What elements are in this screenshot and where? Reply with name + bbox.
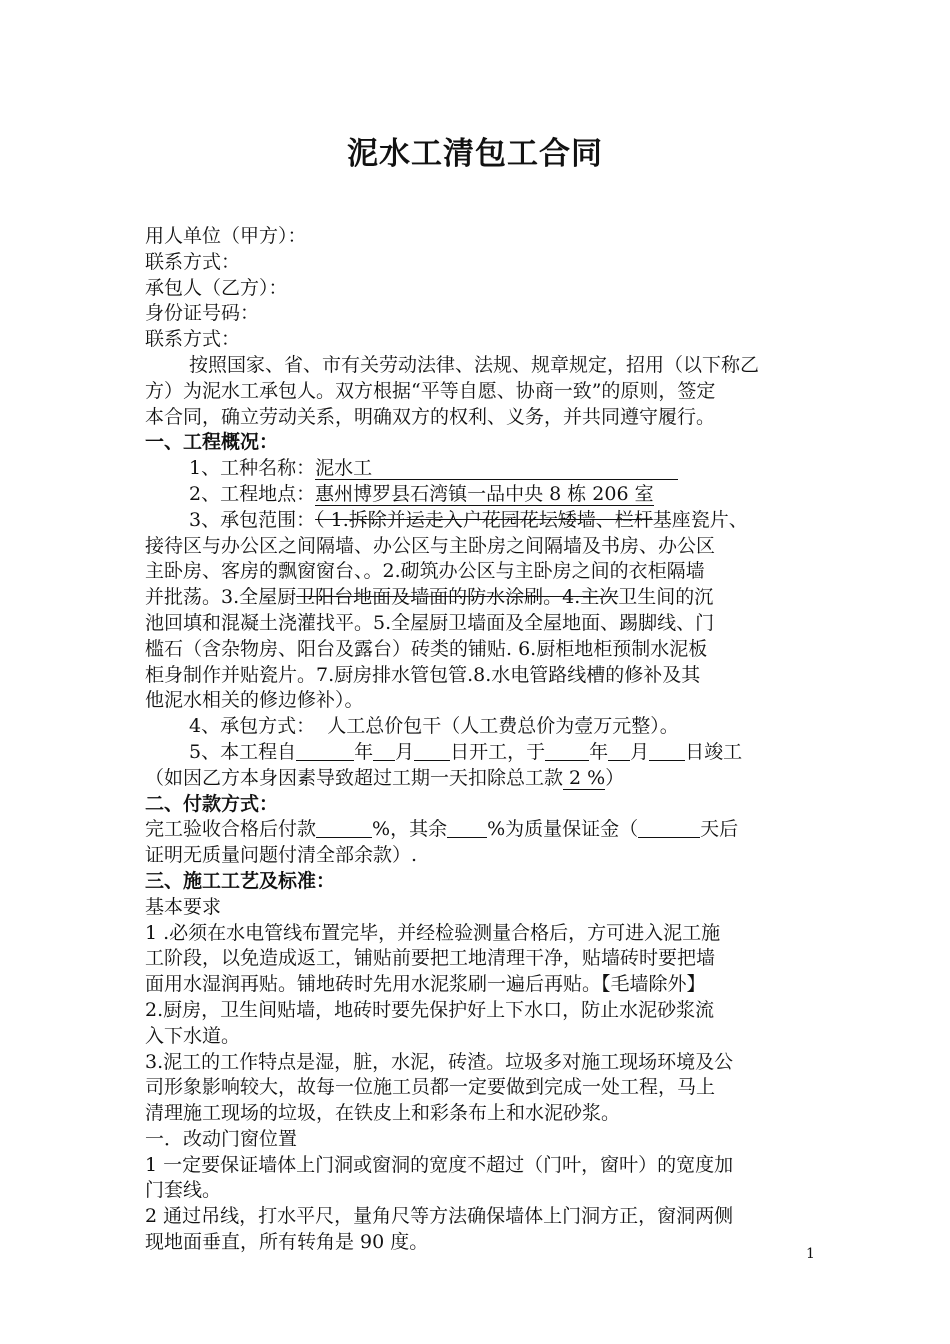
- scope-line: 他泥水相关的修边修补）。: [145, 689, 364, 712]
- document-title: 泥水工清包工合同: [347, 136, 603, 172]
- struck-text: （ 1.拆除并运走入户花园花坛矮墙、栏杆: [315, 508, 653, 531]
- work-site-value: 惠州博罗县石湾镇一品中央 8 栋 206 室: [315, 482, 654, 505]
- work-type-row: [145, 456, 810, 482]
- scope-line: 主卧房、客房的飘窗窗台、。2.砌筑办公区与主卧房之间的衣柜隔墙: [145, 560, 705, 583]
- work-type-label: 1、工种名称：: [189, 457, 316, 480]
- payment-row: 完工验收合格后付款 %，其余 %为质量保证金（ 天后: [145, 818, 739, 841]
- struck-text: 卫阳台地面及墙面的防水涂刷。4.主次: [296, 586, 619, 609]
- document-body: [145, 224, 810, 1256]
- intro-line: 方）为泥水工承包人。双方根据“平等自愿、协商一致”的原则，签定: [145, 379, 716, 402]
- requirement-line: 工阶段，以免造成返工，铺贴前要把工地清理干净，贴墙砖时要把墙: [145, 947, 716, 970]
- penalty-value: 2 %: [563, 766, 606, 789]
- requirement-line: 1 一定要保证墙体上门洞或窗洞的宽度不超过（门叶，窗叶）的宽度加: [145, 1153, 734, 1176]
- start-day-blank: [414, 741, 450, 761]
- requirement-line: 门套线。: [145, 1179, 222, 1202]
- work-site-label: 2、工程地点：: [189, 482, 316, 505]
- page-number: 1: [806, 1246, 815, 1262]
- scope-line: 池回填和混凝土浇灌找平。5.全屋厨卫墙面及全屋地面、踢脚线、门: [145, 611, 715, 634]
- party-a-label: 用人单位（甲方）：: [145, 225, 307, 247]
- requirement-line: 3.泥工的工作特点是湿，脏，水泥，砖渣。垃圾多对施工现场环境及公: [145, 1050, 734, 1073]
- work-site-row: [145, 482, 810, 508]
- scope-line: 槛石（含杂物房、阳台及露台）砖类的铺贴. 6.厨柜地柜预制水泥板: [145, 637, 708, 660]
- scope-line: 接待区与办公区之间隔墙、办公区与主卧房之间隔墙及书房、办公区: [145, 534, 716, 557]
- end-day-blank: [649, 741, 685, 761]
- section1-heading: 一、工程概况：: [145, 431, 279, 454]
- requirement-line: 清理施工现场的垃圾，在铁皮上和彩条布上和水泥砂浆。: [145, 1102, 621, 1125]
- payment-percent-blank: [316, 818, 372, 838]
- start-year-blank: [296, 741, 354, 761]
- payment-row: 证明无质量问题付清全部余款）.: [145, 844, 418, 867]
- contact-a-label: 联系方式：: [145, 250, 241, 273]
- schedule-row: 5、本工程自 年 月 日开工，于 年 月 日竣工: [189, 740, 743, 763]
- requirement-line: 2 通过吊线，打水平尺，量角尺等方法确保墙体上门洞方正，窗洞两侧: [145, 1205, 734, 1228]
- party-b-label: 承包人（乙方）：: [145, 276, 288, 299]
- section2-heading: 二、付款方式：: [145, 792, 279, 815]
- requirement-line: 司形象影响较大，故每一位施工员都一定要做到完成一处工程，马上: [145, 1076, 716, 1099]
- intro-line: 本合同，确立劳动关系，明确双方的权利、义务，并共同遵守履行。: [145, 405, 716, 428]
- requirement-line: 2.厨房，卫生间贴墙，地砖时要先保护好上下水口，防止水泥砂浆流: [145, 998, 715, 1021]
- requirement-line: 面用水湿润再贴。铺地砖时先用水泥浆刷一遍后再贴。【毛墙除外】: [145, 973, 706, 996]
- requirement-line: 入下水道。: [145, 1024, 241, 1047]
- contract-mode-row: 4、承包方式： 人工总价包干（人工费总价为壹万元整）。: [189, 715, 679, 738]
- id-number-label: 身份证号码：: [145, 302, 260, 325]
- scope-line: 3、承包范围：（ 1.拆除并运走入户花园花坛矮墙、栏杆基座瓷片、: [189, 508, 748, 531]
- retention-days-blank: [638, 818, 700, 838]
- requirement-line: 现地面垂直，所有转角是 90 度。: [145, 1231, 429, 1254]
- requirement-line: 1 .必须在水电管线布置完毕，并经检验测量合格后，方可进入泥工施: [145, 921, 721, 944]
- subheading: 基本要求: [145, 895, 222, 918]
- start-month-blank: [373, 741, 395, 761]
- contact-b-label: 联系方式：: [145, 328, 241, 351]
- intro-line: 按照国家、省、市有关劳动法律、法规、规章规定，招用（以下称乙: [189, 353, 760, 376]
- scope-line: 柜身制作并贴瓷片。7.厨房排水管包管.8.水电管路线槽的修补及其: [145, 663, 701, 686]
- penalty-row: （如因乙方本身因素导致超过工期一天扣除总工款 2 %）: [145, 766, 625, 789]
- end-month-blank: [608, 741, 630, 761]
- subheading: 一．改动门窗位置: [145, 1127, 298, 1150]
- end-year-blank: [545, 741, 589, 761]
- contract-mode-value: 人工总价包干（人工费总价为壹万元整）。: [327, 715, 679, 738]
- section3-heading: 三、施工工艺及标准：: [145, 869, 336, 892]
- retention-percent-blank: [447, 818, 487, 838]
- scope-line: 并批荡。3.全屋厨卫阳台地面及墙面的防水涂刷。4.主次卫生间的沉: [145, 586, 714, 609]
- work-type-value: 泥水工: [315, 457, 678, 480]
